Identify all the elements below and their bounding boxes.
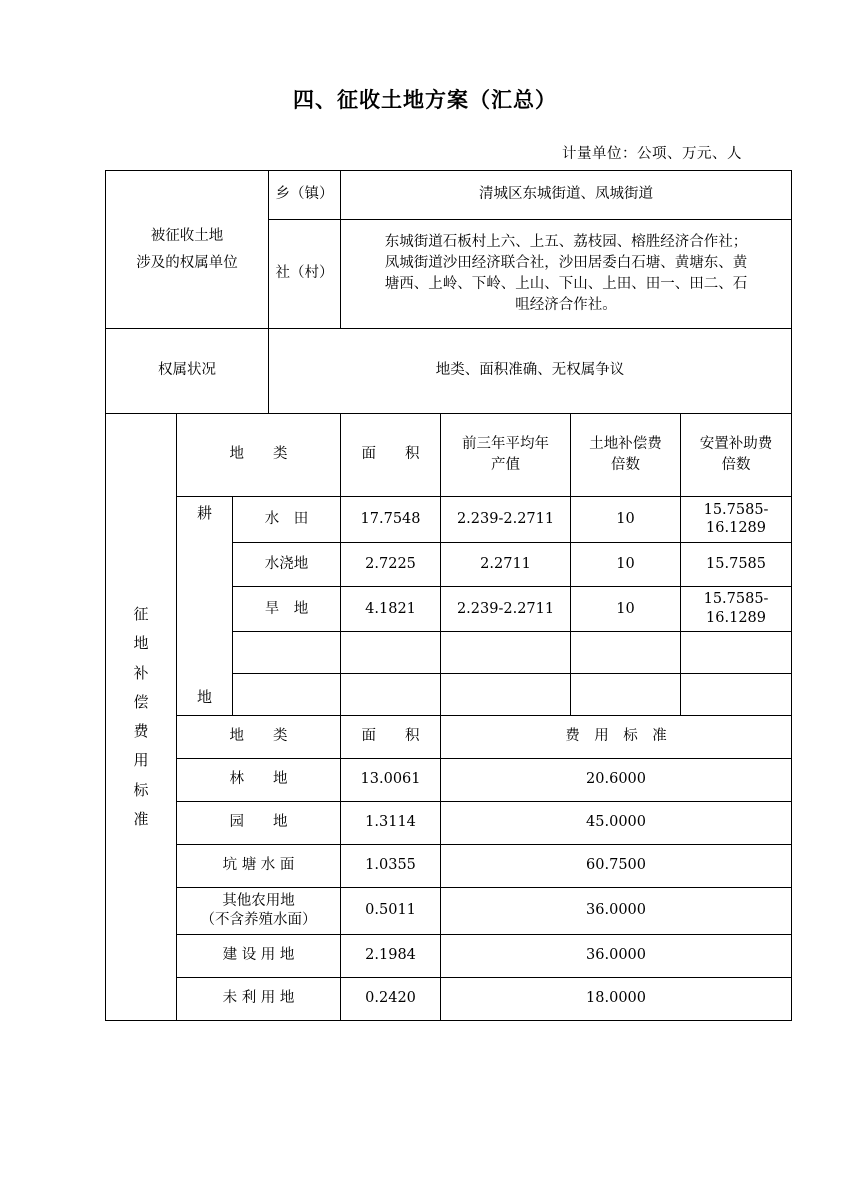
header-area-upper: 面 积 bbox=[341, 414, 441, 497]
area-cell: 0.5011 bbox=[341, 888, 441, 935]
fee-standard-cell: 36.0000 bbox=[441, 935, 792, 978]
resettle-value-line2: 16.1289 bbox=[706, 610, 767, 627]
header-fee-standard: 费 用 标 准 bbox=[441, 716, 792, 759]
area-cell: 0.2420 bbox=[341, 978, 441, 1021]
land-type-cell: 旱 地 bbox=[233, 586, 341, 632]
side-label-char-5: 用 bbox=[133, 751, 149, 770]
table-row bbox=[106, 802, 792, 845]
area-cell: 4.1821 bbox=[341, 586, 441, 632]
land-type-cell: 未 利 用 地 bbox=[177, 978, 341, 1021]
ownership-units-label-line2: 涉及的权属单位 bbox=[136, 254, 238, 271]
ownership-units-label-line1: 被征收土地 bbox=[150, 227, 224, 244]
table-row bbox=[106, 888, 792, 935]
fee-standard-cell: 60.7500 bbox=[441, 845, 792, 888]
land-comp-multiple-cell bbox=[571, 632, 681, 674]
area-cell bbox=[341, 674, 441, 716]
header-area-lower: 面 积 bbox=[341, 716, 441, 759]
village-value-lines bbox=[341, 232, 791, 316]
table-row bbox=[106, 497, 792, 543]
resettlement-multiple-cell bbox=[681, 586, 792, 632]
land-type-line1: 其他农用地 bbox=[222, 893, 295, 910]
area-cell: 1.3114 bbox=[341, 802, 441, 845]
avg-output-cell: 2.2711 bbox=[441, 542, 571, 586]
land-type-cell: 水浇地 bbox=[233, 542, 341, 586]
township-value-cell: 清城区东城街道、凤城街道 bbox=[341, 171, 792, 220]
header-resettlement-multiple bbox=[681, 414, 792, 497]
land-type-cell: 坑 塘 水 面 bbox=[177, 845, 341, 888]
header-avg-output-line1: 前三年平均年 bbox=[462, 435, 550, 452]
ownership-status-label: 权属状况 bbox=[106, 329, 269, 414]
side-label-char-7: 准 bbox=[133, 809, 149, 828]
area-cell: 2.7225 bbox=[341, 542, 441, 586]
avg-output-cell bbox=[441, 632, 571, 674]
compensation-side-label-chars bbox=[106, 600, 176, 834]
resettle-value-line1: 15.7585- bbox=[703, 501, 769, 518]
header-land-comp-line2: 倍数 bbox=[611, 457, 641, 473]
table-row bbox=[106, 935, 792, 978]
avg-output-cell: 2.239-2.2711 bbox=[441, 497, 571, 543]
side-label-char-2: 补 bbox=[133, 663, 149, 682]
header-land-type-upper: 地 类 bbox=[177, 414, 341, 497]
land-type-cell bbox=[233, 632, 341, 674]
fee-standard-cell: 45.0000 bbox=[441, 802, 792, 845]
page-title: 四、征收土地方案（汇总） bbox=[293, 87, 557, 112]
farmland-group-label bbox=[177, 497, 233, 716]
measurement-unit-note: 计量单位：公项、万元、人 bbox=[562, 146, 742, 162]
village-value-cell bbox=[341, 220, 792, 329]
fee-standard-cell: 36.0000 bbox=[441, 888, 792, 935]
table-row-township bbox=[106, 171, 792, 220]
land-comp-multiple-cell: 10 bbox=[571, 542, 681, 586]
side-label-char-4: 费 bbox=[133, 722, 149, 740]
avg-output-cell bbox=[441, 674, 571, 716]
area-cell: 17.7548 bbox=[341, 497, 441, 543]
land-type-cell bbox=[233, 674, 341, 716]
land-comp-multiple-cell: 10 bbox=[571, 586, 681, 632]
table-row bbox=[106, 845, 792, 888]
table-row-ownership-status bbox=[106, 329, 792, 414]
land-comp-multiple-cell: 10 bbox=[571, 497, 681, 543]
area-cell: 2.1984 bbox=[341, 935, 441, 978]
land-comp-multiple-cell bbox=[571, 674, 681, 716]
table-row-header-upper bbox=[106, 414, 792, 497]
resettle-value-line2: 16.1289 bbox=[706, 520, 767, 537]
header-resettle-line2: 倍数 bbox=[721, 457, 751, 473]
area-cell: 13.0061 bbox=[341, 759, 441, 802]
header-resettle-line1: 安置补助费 bbox=[699, 435, 773, 452]
land-type-cell bbox=[177, 888, 341, 935]
resettlement-multiple-cell bbox=[681, 674, 792, 716]
farmland-group-label-chars bbox=[177, 497, 232, 715]
land-type-line2: （不含养殖水面） bbox=[200, 912, 317, 928]
table-row bbox=[106, 978, 792, 1021]
fee-standard-cell: 18.0000 bbox=[441, 978, 792, 1021]
village-value-line-3: 塘西、上岭、下岭、上山、下山、上田、田一、田二、石 bbox=[384, 276, 748, 292]
avg-output-cell: 2.239-2.2711 bbox=[441, 586, 571, 632]
header-avg-output bbox=[441, 414, 571, 497]
village-value-line-1: 东城街道石板村上六、上五、荔枝园、榕胜经济合作社； bbox=[384, 233, 748, 250]
header-avg-output-line2: 产值 bbox=[491, 457, 521, 473]
side-label-char-3: 偿 bbox=[133, 692, 149, 711]
resettlement-multiple-cell bbox=[681, 542, 792, 586]
area-cell bbox=[341, 632, 441, 674]
side-label-char-6: 标 bbox=[133, 780, 149, 799]
village-value-line-4: 咀经济合作社。 bbox=[515, 297, 617, 314]
table-row bbox=[106, 759, 792, 802]
land-type-cell: 建 设 用 地 bbox=[177, 935, 341, 978]
farmland-label-char-0: 耕 bbox=[196, 504, 212, 522]
ownership-units-row-label bbox=[106, 171, 269, 329]
compensation-side-label bbox=[106, 414, 177, 1021]
township-label-cell: 乡（镇） bbox=[269, 171, 341, 220]
side-label-char-0: 征 bbox=[133, 605, 149, 623]
header-land-comp-line1: 土地补偿费 bbox=[589, 435, 662, 452]
resettlement-multiple-cell bbox=[681, 632, 792, 674]
village-value-line-2: 凤城街道沙田经济联合社，沙田居委白石塘、黄塘东、黄 bbox=[384, 254, 748, 271]
land-acquisition-table bbox=[105, 170, 792, 1021]
land-type-cell: 水 田 bbox=[233, 497, 341, 543]
header-land-type-lower: 地 类 bbox=[177, 716, 341, 759]
header-land-compensation-multiple bbox=[571, 414, 681, 497]
village-label-cell: 社（村） bbox=[269, 220, 341, 329]
land-type-cell: 林 地 bbox=[177, 759, 341, 802]
area-cell: 1.0355 bbox=[341, 845, 441, 888]
resettle-value-line1: 15.7585- bbox=[703, 591, 769, 608]
land-type-cell: 园 地 bbox=[177, 802, 341, 845]
table-row-header-lower bbox=[106, 716, 792, 759]
side-label-char-1: 地 bbox=[133, 634, 149, 653]
farmland-label-char-1: 地 bbox=[196, 688, 212, 707]
resettle-value-line1: 15.7585 bbox=[706, 555, 767, 572]
ownership-status-value: 地类、面积准确、无权属争议 bbox=[269, 329, 792, 414]
resettlement-multiple-cell bbox=[681, 497, 792, 543]
fee-standard-cell: 20.6000 bbox=[441, 759, 792, 802]
land-acquisition-table-wrapper bbox=[105, 170, 791, 1021]
